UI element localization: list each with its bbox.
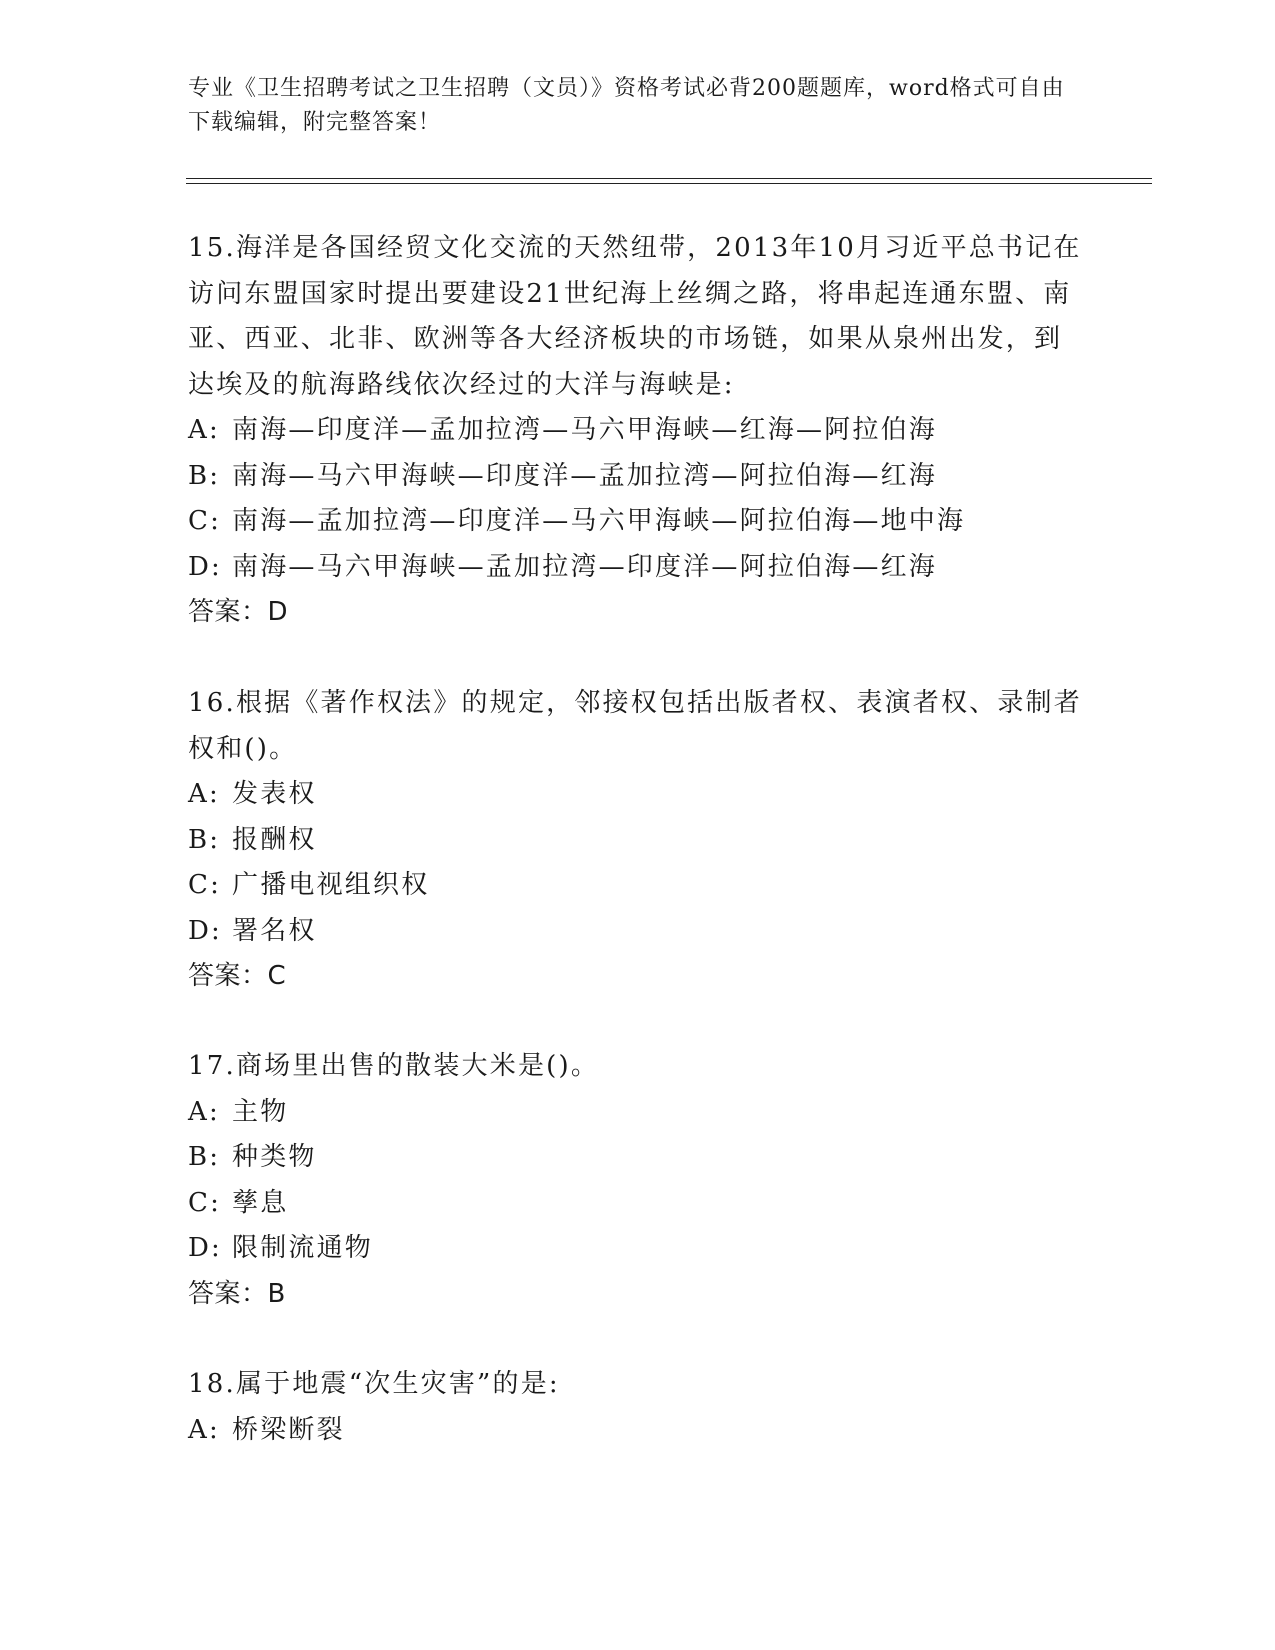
option-key: C:: [188, 506, 222, 536]
option-text: 南海—印度洋—孟加拉湾—马六甲海峡—红海—阿拉伯海: [232, 415, 938, 445]
document-header: 专业《卫生招聘考试之卫生招聘（文员）》资格考试必背200题题库，word格式可自由下载编辑，附完整答案！: [188, 76, 1065, 135]
question-stem: 17.商场里出售的散装大米是()。: [188, 1051, 600, 1081]
option-key: B:: [188, 460, 221, 491]
option-key: A:: [188, 415, 220, 445]
option-text: 限制流通物: [232, 1233, 374, 1263]
answer-line: 答案：C: [188, 961, 287, 991]
option-a: [188, 1408, 1088, 1454]
option-text: 广播电视组织权: [232, 870, 430, 900]
option-b: [188, 454, 1088, 500]
option-text: 南海—马六甲海峡—孟加拉湾—印度洋—阿拉伯海—红海: [232, 551, 938, 582]
option-d: [188, 545, 1088, 591]
option-text: 报酬权: [232, 824, 317, 855]
question-stem: 16.根据《著作权法》的规定，邻接权包括出版者权、表演者权、录制者权和()。: [188, 688, 1082, 764]
option-a: [188, 1090, 1088, 1136]
option-d: [188, 1226, 1088, 1272]
option-text: 桥梁断裂: [232, 1414, 345, 1445]
answer-line: 答案：D: [188, 597, 289, 627]
question-15: [188, 226, 1088, 636]
option-c: [188, 1181, 1088, 1227]
option-key: A:: [188, 1414, 220, 1445]
option-key: A:: [188, 779, 220, 809]
option-c: [188, 499, 1088, 545]
option-key: D:: [188, 915, 223, 946]
option-c: [188, 863, 1088, 909]
question-18: [188, 1362, 1088, 1453]
question-16: [188, 681, 1088, 1000]
option-d: [188, 909, 1088, 955]
option-b: [188, 818, 1088, 864]
option-a: [188, 408, 1088, 454]
question-17: [188, 1044, 1088, 1317]
option-key: D:: [188, 1233, 223, 1263]
option-text: 种类物: [232, 1142, 317, 1172]
question-stem: 18.属于地震“次生灾害”的是:: [188, 1369, 560, 1399]
option-text: 南海—马六甲海峡—印度洋—孟加拉湾—阿拉伯海—红海: [232, 460, 938, 491]
option-text: 孳息: [232, 1187, 289, 1218]
option-text: 南海—孟加拉湾—印度洋—马六甲海峡—阿拉伯海—地中海: [232, 506, 966, 536]
option-a: [188, 772, 1088, 818]
option-text: 主物: [232, 1096, 289, 1127]
answer-line: 答案：B: [188, 1278, 286, 1309]
option-key: A:: [188, 1096, 220, 1127]
option-key: B:: [188, 1142, 221, 1172]
option-key: D:: [188, 551, 223, 582]
option-key: C:: [188, 1187, 222, 1218]
option-key: B:: [188, 824, 221, 855]
option-text: 署名权: [232, 915, 317, 946]
option-text: 发表权: [232, 779, 317, 809]
option-b: [188, 1135, 1088, 1181]
header-divider-bottom: [186, 183, 1152, 184]
option-key: C:: [188, 870, 222, 900]
question-stem: 15.海洋是各国经贸文化交流的天然纽带，2013年10月习近平总书记在访问东盟国家时提出要建设21世纪海上丝绸之路，将串起连通东盟、南亚、西亚、北非、欧洲等各大经济板块的市场链，如果从泉州出发，到达埃及的航海路线依次经过的大洋与海峡是:: [188, 233, 1082, 400]
header-divider-top: [186, 178, 1152, 179]
